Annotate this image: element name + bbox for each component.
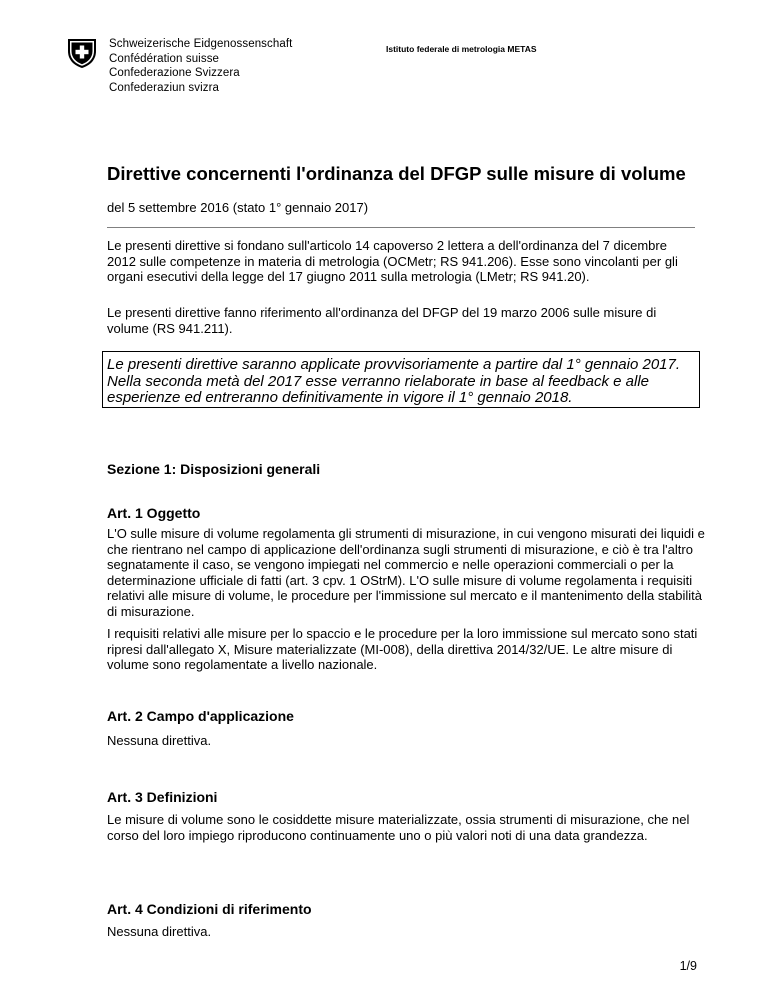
confederation-name-de: Schweizerische Eidgenossenschaft bbox=[109, 38, 293, 50]
page-number: 1/9 bbox=[679, 959, 697, 973]
confederation-names bbox=[109, 37, 292, 95]
article-heading: Art. 1 Oggetto bbox=[107, 505, 201, 521]
article-3-paragraph-1: Le misure di volume sono le cosiddette misure materializzate, ossia strumenti di misurazione, che nel corso del loro impiego riproducono continuamente uno o più valori noti di una data grandezza. bbox=[107, 812, 690, 843]
article-heading: Art. 4 Condizioni di riferimento bbox=[107, 901, 312, 917]
article-2-paragraph-1: Nessuna direttiva. bbox=[107, 733, 212, 748]
intro-paragraph-2: Le presenti direttive fanno riferimento all'ordinanza del DFGP del 19 marzo 2006 sulle misure di volume (RS 941.211). bbox=[107, 305, 657, 336]
confederation-name-it: Confederazione Svizzera bbox=[109, 67, 240, 79]
intro-paragraph-1: Le presenti direttive si fondano sull'articolo 14 capoverso 2 lettera a dell'ordinanza del 7 dicembre 2012 sulle competenze in materia di metrologia (OCMetr; RS 941.206). Esse sono vincolanti per gli organi esecutivi della legge del 17 giugno 2011 sulla metrologia (LMetr; RS 941.20). bbox=[107, 238, 678, 284]
provisional-notice-text: Le presenti direttive saranno applicate provvisoriamente a partire dal 1° gennaio 2017. Nella seconda metà del 2017 esse verranno rielaborate in base al feedback e alle esperienze ed entreranno definitivamente in vigore il 1° gennaio 2018. bbox=[107, 356, 681, 407]
section-heading: Sezione 1: Disposizioni generali bbox=[107, 461, 321, 477]
confederation-name-fr: Confédération suisse bbox=[109, 52, 220, 65]
document-title: Direttive concernenti l'ordinanza del DFGP sulle misure di volume bbox=[107, 163, 686, 184]
title-divider bbox=[107, 227, 695, 228]
provisional-notice-box bbox=[102, 351, 700, 408]
article-1-paragraph-2: I requisiti relativi alle misure per lo spaccio e le procedure per la loro immissione sul mercato sono stati ripresi dall'allegato X, Misure materializzate (MI-008), della direttiva 2014/32/UE. Le altre misure di volume sono regolamentate a livello nazionale. bbox=[107, 626, 698, 672]
swiss-cross-icon bbox=[66, 37, 98, 69]
article-1-paragraph-1: L'O sulle misure di volume regolamenta gli strumenti di misurazione, in cui vengono misurati dei liquidi e che rientrano nel campo di applicazione dell'ordinanza sugli strumenti di misurazione, e ciò è tra l'altro segnatamente il caso, se vengono impiegati nel commercio e nelle operazioni commerciali o per la determinazione ufficiale di fatti (art. 3 cpv. 1 OStrM). L'O sulle misure di volume regolamenta i requisiti relativi alle misure di volume, le procedure per l'immissione sul mercato e il mantenimento della stabilità di misurazione. bbox=[107, 526, 705, 619]
confederation-name-rm: Confederaziun svizra bbox=[109, 81, 220, 94]
article-heading: Art. 3 Definizioni bbox=[107, 789, 218, 805]
article-4-paragraph-1: Nessuna direttiva. bbox=[107, 924, 212, 939]
document-date: del 5 settembre 2016 (stato 1° gennaio 2017) bbox=[107, 200, 369, 215]
article-heading: Art. 2 Campo d'applicazione bbox=[107, 708, 294, 724]
institute-name: Istituto federale di metrologia METAS bbox=[386, 44, 537, 54]
